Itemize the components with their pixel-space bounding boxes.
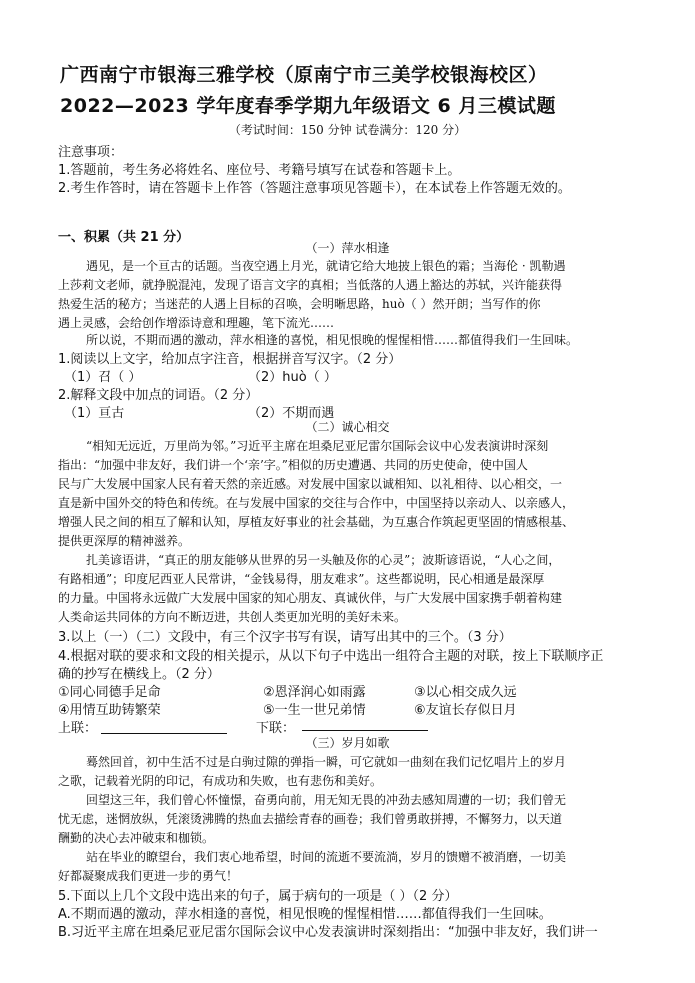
- passage1-line4: 遇上灵感，会给创作增添诗意和理趣，笔下流光……: [58, 316, 335, 330]
- passage2-line2: 指出：“加强中非友好，我们讲一个‘亲’字。”相似的历史遭遇、共同的历史使命，使中国人: [58, 458, 528, 472]
- notice-heading: 注意事项：: [58, 145, 124, 160]
- q5-option-b: B.习近平主席在坦桑尼亚尼雷尔国际会议中心发表演讲时深刻指出：“加强中非友好，我们讲一: [58, 925, 598, 940]
- q4-stem-line2: 确的抄写在横线上。（2 分）: [58, 667, 220, 682]
- q2-option-b: （2）不期而遇: [248, 406, 335, 421]
- passage1-line1: 遇见，是一个亘古的话题。当夜空遇上月光，就请它给大地披上银色的霜；当海伦 · 凯勒遇: [86, 259, 566, 273]
- passage3-line1: 蓦然回首，初中生活不过是白驹过隙的弹指一瞬，可它就如一曲刻在我们记忆唱片上的岁月: [86, 755, 567, 769]
- exam-title-line1: 广西南宁市银海三雅学校（原南宁市三美学校银海校区）: [60, 64, 548, 86]
- q4-option-4: ④用情互助铸繁荣: [58, 703, 161, 718]
- q4-option-5: ⑤一生一世兄弟情: [263, 703, 366, 718]
- q5-option-a: A.不期而遇的激动，萍水相逢的喜悦，相见恨晚的惺惺相惜……都值得我们一生回味。: [58, 907, 552, 922]
- passage3-line2: 之歌，记载着光阴的印记，有成功和失败，也有悲伤和美好。: [58, 774, 383, 788]
- lower-couplet-label: 下联：: [256, 721, 296, 736]
- part-title-2: （二）诚心相交: [305, 420, 390, 434]
- q2-option-a: （1）亘古: [64, 406, 125, 421]
- q4-option-3: ③以心相交成久远: [414, 685, 517, 700]
- q1-option-a: （1）召（ ）: [64, 370, 142, 385]
- passage3-line6: 站在毕业的瞭望台，我们衷心地希望，时间的流逝不要流淌，岁月的馈赠不被消磨，一切美: [86, 850, 567, 864]
- q3-stem: 3.以上（一）（二）文段中，有三个汉字书写有误，请写出其中的三个。（3 分）: [58, 630, 512, 645]
- passage2-line5: 增强人民之间的相互了解和认知，厚植友好事业的社会基础，为互惠合作筑起更坚固的情感根基、: [58, 515, 575, 529]
- notice-item-2: 2.考生作答时，请在答题卡上作答（答题注意事项见答题卡），在本试卷上作答题无效的。: [58, 181, 571, 196]
- notice-item-1: 1.答题前，考生务必将姓名、座位号、考籍号填写在试卷和答题卡上。: [58, 163, 461, 178]
- passage2-line8: 有路相通”；印度尼西亚人民常讲，“金钱易得，朋友难求”。这些都说明，民心相通是最深厚: [58, 572, 545, 586]
- part-title-3: （三）岁月如歌: [305, 736, 390, 750]
- passage1-line3: 热爱生活的秘方；当迷茫的人遇上目标的召唤，会明晰思路，huò（ ）然开朗；当写作的你: [58, 297, 541, 311]
- passage1-line2: 上莎莉文老师，就挣脱混沌，发现了语言文字的真相；当低落的人遇上豁达的苏轼，兴许能获得: [58, 278, 563, 292]
- passage3-line7: 好都凝聚成我们更进一步的勇气！: [58, 869, 239, 883]
- passage2-line1: “相知无远近，万里尚为邻。”习近平主席在坦桑尼亚尼雷尔国际会议中心发表演讲时深刻: [86, 439, 549, 453]
- section-heading: 一、积累（共 21 分）: [58, 230, 190, 245]
- passage2-line10: 人类命运共同体的方向不断迈进，共创人类更加光明的美好未来。: [58, 610, 407, 624]
- lower-couplet-blank[interactable]: [302, 718, 428, 731]
- passage3-line5: 酬勤的决心去冲破束和枷锁。: [58, 831, 215, 845]
- exam-title-line2: 2022—2023 学年度春季学期九年级语文 6 月三模试题: [60, 95, 556, 117]
- exam-info: （考试时间：150 分钟 试卷满分：120 分）: [228, 123, 467, 137]
- part-title-1: （一）萍水相逢: [305, 241, 390, 255]
- q1-stem: 1.阅读以上文字，给加点字注音，根据拼音写汉字。（2 分）: [58, 352, 402, 367]
- passage1-line5: 所以说，不期而遇的激动，萍水相逢的喜悦，相见恨晚的惺惺相惜……都值得我们一生回味。: [86, 333, 579, 347]
- passage2-line4: 直是新中国外交的特色和传统。在与发展中国家的交往与合作中，中国坚持以亲动人、以亲感人，: [58, 496, 575, 510]
- passage3-line4: 忧无虑，迷惘放纵，凭滚烫沸腾的热血去描绘青春的画卷；我们曾勇敢拼搏，不懈努力，以天道: [58, 812, 563, 826]
- passage2-line3: 民与广大发展中国家人民有着天然的亲近感。对发展中国家以诚相知、以礼相待、以心相交，一: [58, 477, 563, 491]
- upper-couplet-label: 上联：: [58, 721, 98, 736]
- q5-stem: 5.下面以上几个文段中选出来的句子，属于病句的一项是（ ）（2 分）: [58, 889, 458, 904]
- q4-option-1: ①同心同德手足命: [58, 685, 161, 700]
- passage3-line3: 回望这三年，我们曾心怀憧憬，奋勇向前，用无知无畏的冲劲去感知周遭的一切；我们曾无: [86, 793, 567, 807]
- passage2-line7: 扎美谚语讲，“真正的朋友能够从世界的另一头触及你的心灵”；波斯谚语说，“人心之间，: [86, 553, 561, 567]
- q1-option-b: （2）huò（ ）: [248, 370, 337, 385]
- q4-option-2: ②恩泽润心如雨露: [263, 685, 366, 700]
- q4-option-6: ⑥友谊长存似日月: [414, 703, 517, 718]
- q4-options-row1: [58, 681, 517, 700]
- q4-options-row2: [58, 699, 517, 718]
- q2-stem: 2.解释文段中加点的词语。（2 分）: [58, 388, 259, 403]
- passage2-line9: 的力量。中国将永远做广大发展中国家的知心朋友、真诚伙伴，与广大发展中国家携手朝着构建: [58, 591, 563, 605]
- passage2-line6: 提供更深厚的精神滋养。: [58, 534, 191, 548]
- q4-stem-line1: 4.根据对联的要求和文段的相关提示，从以下句子中选出一组符合主题的对联，按上下联顺序正: [58, 649, 604, 664]
- upper-couplet-blank[interactable]: [101, 721, 227, 734]
